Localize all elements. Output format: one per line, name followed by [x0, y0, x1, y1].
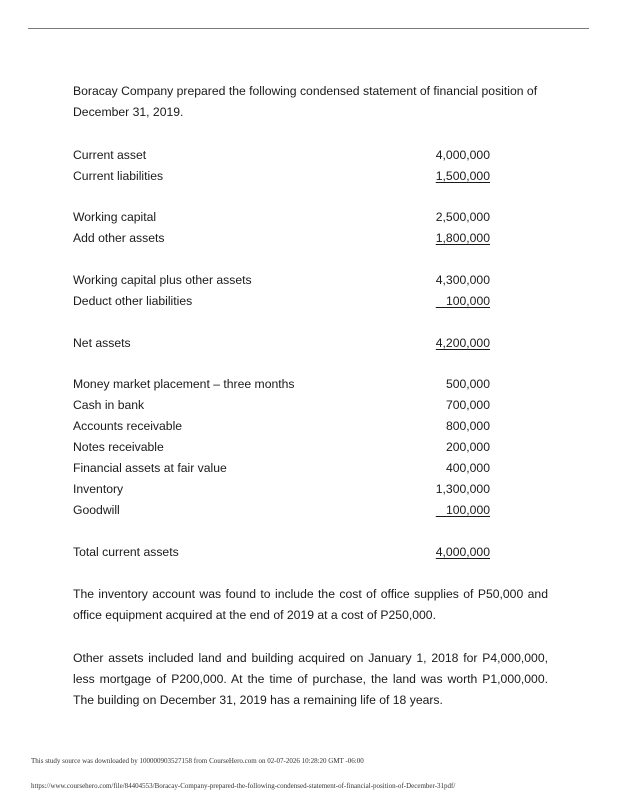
row-label: Add other assets: [73, 231, 165, 245]
current-asset-row: [73, 459, 490, 477]
row-label: Working capital plus other assets: [73, 273, 252, 287]
statement-row-net-assets: [73, 334, 490, 352]
inventory-note-paragraph: The inventory account was found to include the cost of office supplies of P50,000 and office equipment acquired at the end of 2019 at a cost of P250,000.: [73, 587, 548, 622]
row-label: Money market placement – three months: [73, 377, 295, 391]
row-amount: 500,000: [445, 377, 490, 391]
statement-row: [73, 229, 490, 247]
top-rule: [28, 28, 589, 29]
current-asset-row: [73, 417, 490, 435]
row-amount: 4,000,000: [435, 148, 490, 162]
row-amount: 800,000: [445, 419, 490, 433]
row-amount: 1,800,000: [435, 231, 490, 245]
row-label: Current liabilities: [73, 169, 164, 183]
current-asset-row: [73, 438, 490, 456]
current-asset-total-row: [73, 543, 490, 561]
current-asset-row: [73, 375, 490, 393]
row-label: Working capital: [73, 210, 157, 224]
row-amount: 2,500,000: [435, 210, 490, 224]
row-amount: 400,000: [445, 461, 490, 475]
row-label: Cash in bank: [73, 398, 145, 412]
row-label: Inventory: [73, 482, 124, 496]
row-amount: 100,000: [435, 294, 490, 308]
row-amount: 4,000,000: [435, 545, 490, 559]
row-label: Accounts receivable: [73, 419, 183, 433]
row-label: Financial assets at fair value: [73, 461, 227, 475]
current-asset-row: [73, 480, 490, 498]
other-assets-note-paragraph: Other assets included land and building acquired on January 1, 2018 for P4,000,000, less mortgage of P200,000. At the time of purchase, the land was worth P1,000,000. The building on December 31, 2019 has a remaining life of 18 years.: [73, 651, 548, 707]
row-amount: 1,300,000: [435, 482, 490, 496]
statement-row: [73, 146, 490, 164]
current-asset-row: [73, 396, 490, 414]
row-label: Goodwill: [73, 503, 120, 517]
row-amount: 700,000: [445, 398, 490, 412]
statement-row: [73, 271, 490, 289]
row-label: Deduct other liabilities: [73, 294, 193, 308]
row-label: Notes receivable: [73, 440, 164, 454]
statement-row: [73, 292, 490, 310]
row-amount: 200,000: [445, 440, 490, 454]
row-label: Total current assets: [73, 545, 179, 559]
row-amount: 4,200,000: [435, 336, 490, 350]
intro-paragraph: Boracay Company prepared the following condensed statement of financial position of December 31, 2019.: [73, 84, 538, 119]
row-label: Current asset: [73, 148, 147, 162]
row-amount: 1,500,000: [435, 169, 490, 183]
source-url[interactable]: https://www.coursehero.com/file/84404553/Boracay-Company-prepared-the-following-condensed-statement-of-financial-position-of-December-31pdf/: [31, 782, 456, 790]
row-amount: 4,300,000: [435, 273, 490, 287]
download-notice: This study source was downloaded by 100000903527158 from CourseHero.com on 02-07-2026 10:28:20 GMT -06:00: [31, 757, 364, 765]
statement-row: [73, 208, 490, 226]
row-amount: 100,000: [435, 503, 490, 517]
current-asset-row: [73, 501, 490, 519]
row-label: Net assets: [73, 336, 131, 350]
statement-row: [73, 167, 490, 185]
